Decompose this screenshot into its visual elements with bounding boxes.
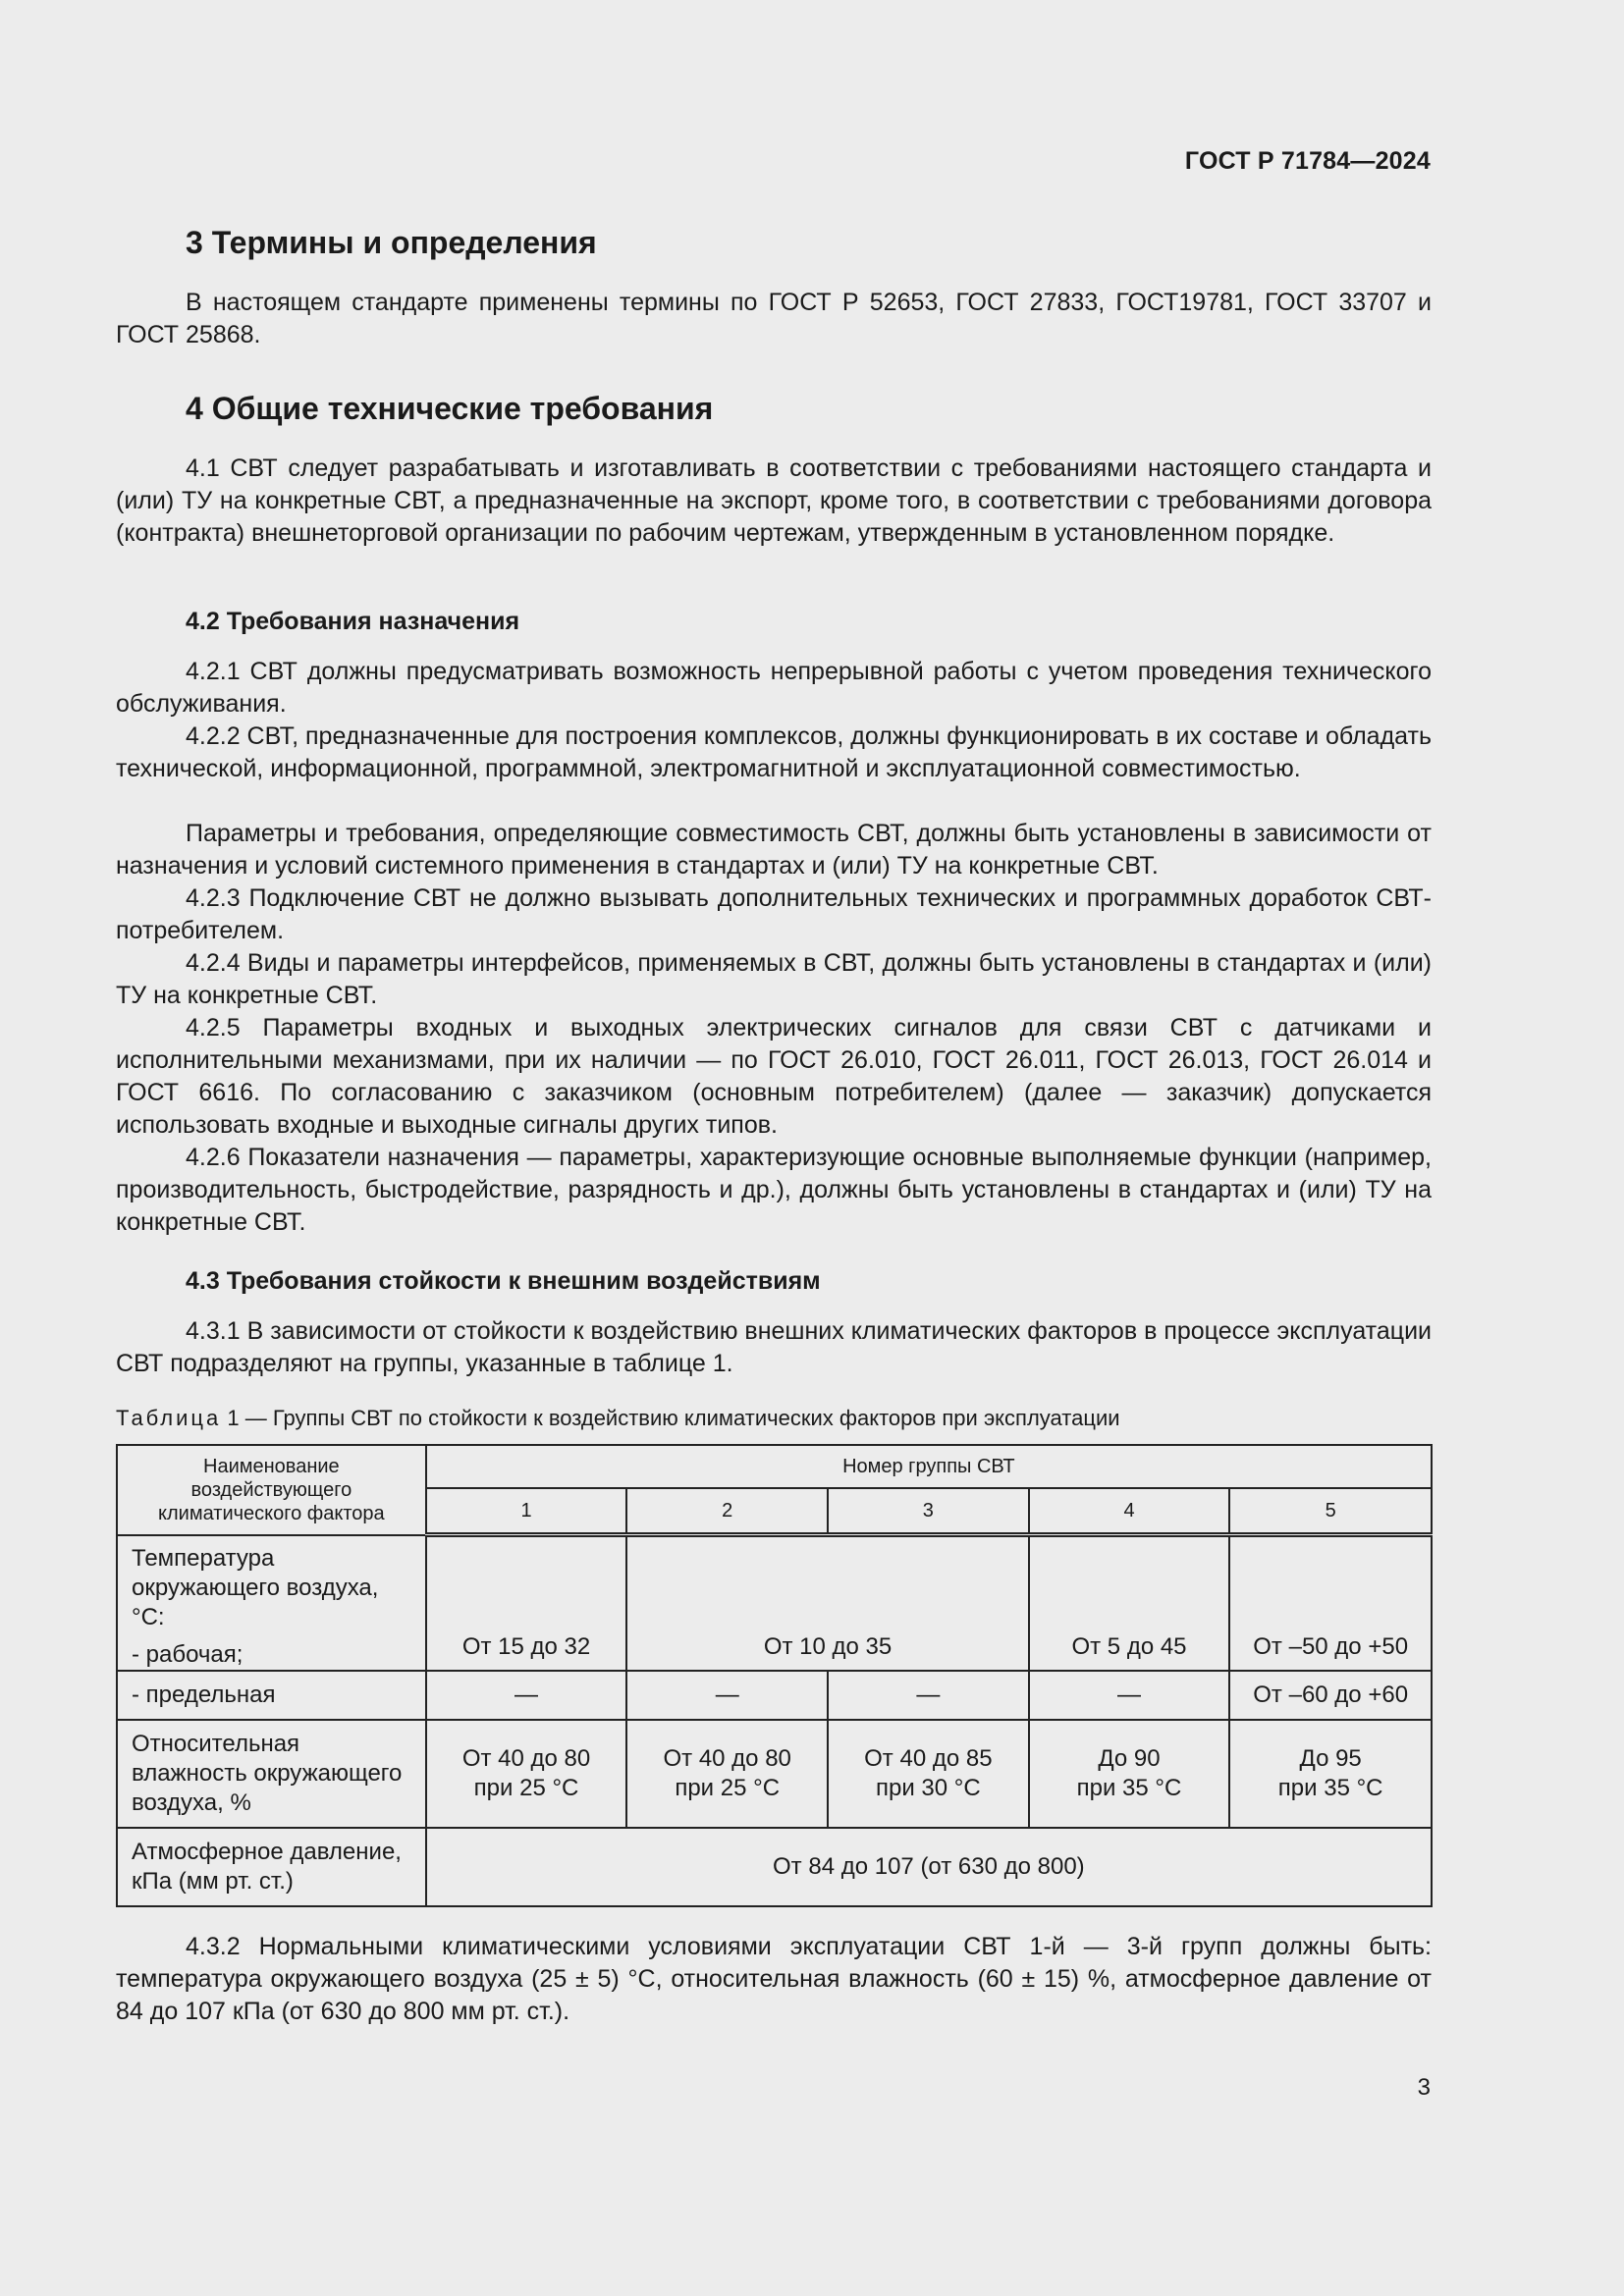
working-temp-group-5: От –50 до +50	[1229, 1535, 1432, 1671]
humidity-group-5-temp: при 35 °С	[1277, 1774, 1383, 1801]
group-number-2: 2	[626, 1488, 828, 1535]
limit-temp-group-2: —	[626, 1671, 828, 1720]
humidity-group-4	[1029, 1720, 1230, 1828]
humidity-group-4-range: До 90	[1098, 1744, 1161, 1772]
paragraph-4-2-6: 4.2.6 Показатели назначения — параметры, характеризующие основные выполняемые функции (например, производительность, быстродействие, разрядность и др.), должны быть установлены в стандартах и (или) ТУ на конкретные СВТ.	[116, 1144, 1432, 1236]
paragraph-4-1: 4.1 СВТ следует разрабатывать и изготавливать в соответствии с требованиями настоящего стандарта и (или) ТУ на конкретные СВТ, а предназначенные на экспорт, кроме того, в соответствии с требованиями договора (контракта) внешнеторговой организации по рабочим чертежам, утвержденным в установленном порядке.	[116, 454, 1432, 547]
humidity-group-5	[1229, 1720, 1432, 1828]
humidity-group-2-temp: при 25 °С	[675, 1774, 781, 1801]
group-number-3: 3	[828, 1488, 1029, 1535]
humidity-group-1	[426, 1720, 627, 1828]
subsection-4-3-title: 4.3 Требования стойкости к внешним воздействиям	[186, 1267, 821, 1295]
paragraph-4-2-5: 4.2.5 Параметры входных и выходных электрических сигналов для связи СВТ с датчиками и исполнительными механизмами, при их наличии — по ГОСТ 26.010, ГОСТ 26.011, ГОСТ 26.013, ГОСТ 26.014 и ГОСТ 6616. По согласованию с заказчиком (основным потребителем) (далее — заказчик) допускается использовать входные и выходные сигналы других типов.	[116, 1014, 1432, 1139]
document-code: ГОСТ Р 71784—2024	[1184, 147, 1431, 175]
humidity-group-4-temp: при 35 °С	[1076, 1774, 1182, 1801]
table-row	[117, 1535, 1432, 1671]
paragraph-4-2-1: 4.2.1 СВТ должны предусматривать возможность непрерывной работы с учетом проведения технического обслуживания.	[116, 658, 1432, 718]
humidity-group-3-temp: при 30 °С	[875, 1774, 981, 1801]
column-header-factor: Наименование воздействующего климатического фактора	[117, 1445, 426, 1535]
pressure-all-groups: От 84 до 107 (от 630 до 800)	[426, 1828, 1432, 1906]
table-caption-label: Таблица	[116, 1406, 222, 1430]
climate-groups-table	[116, 1444, 1433, 1907]
section-4-title: 4 Общие технические требования	[186, 391, 714, 426]
humidity-group-2	[626, 1720, 828, 1828]
limit-temp-group-1: —	[426, 1671, 627, 1720]
table-1-caption	[116, 1405, 1120, 1432]
humidity-label: Относительная влажность окружающего воздуха, %	[117, 1720, 426, 1828]
paragraph-4-2-3: 4.2.3 Подключение СВТ не должно вызывать дополнительных технических и программных доработок СВТ-потребителем.	[116, 884, 1432, 944]
humidity-group-5-range: До 95	[1299, 1744, 1362, 1772]
working-temp-group-2-3: От 10 до 35	[626, 1535, 1028, 1671]
table-caption-text: 1 — Группы СВТ по стойкости к воздействию климатических факторов при эксплуатации	[221, 1406, 1120, 1430]
humidity-group-1-range: От 40 до 80	[461, 1744, 591, 1772]
limit-temp-group-5: От –60 до +60	[1229, 1671, 1432, 1720]
limit-temp-group-3: —	[828, 1671, 1029, 1720]
group-number-4: 4	[1029, 1488, 1230, 1535]
column-header-group: Номер группы СВТ	[426, 1445, 1432, 1488]
working-temp-group-1: От 15 до 32	[426, 1535, 627, 1671]
paragraph-4-3-2: 4.3.2 Нормальными климатическими условиями эксплуатации СВТ 1-й — 3-й групп должны быть: температура окружающего воздуха (25 ± 5) °С, относительная влажность (60 ± 15) %, атмосферное давление от 84 до 107 кПа (от 630 до 800 мм рт. ст.).	[116, 1933, 1432, 2025]
paragraph-4-2-2: 4.2.2 СВТ, предназначенные для построения комплексов, должны функционировать в их составе и обладать технической, информационной, программной, электромагнитной и эксплуатационной совместимостью.	[116, 722, 1432, 782]
table-row	[117, 1720, 1432, 1828]
page-number: 3	[1417, 2074, 1431, 2101]
table-row	[117, 1828, 1432, 1906]
working-temp-label: - рабочая;	[132, 1640, 244, 1668]
paragraph-4-2-2-compat: Параметры и требования, определяющие совместимость СВТ, должны быть установлены в зависимости от назначения и условий системного применения в стандартах и (или) ТУ на конкретные СВТ.	[116, 820, 1432, 880]
pressure-label: Атмосферное давление, кПа (мм рт. ст.)	[117, 1828, 426, 1906]
temperature-label: Температура окружающего воздуха, °С:	[132, 1544, 379, 1630]
group-number-1: 1	[426, 1488, 627, 1535]
humidity-group-2-range: От 40 до 80	[663, 1744, 791, 1772]
section-3-text: В настоящем стандарте применены термины по ГОСТ Р 52653, ГОСТ 27833, ГОСТ19781, ГОСТ 33707 и ГОСТ 25868.	[116, 289, 1432, 348]
limit-temp-label: - предельная	[117, 1671, 426, 1720]
temperature-label-cell	[117, 1535, 426, 1671]
subsection-4-2-title: 4.2 Требования назначения	[186, 608, 520, 635]
humidity-group-1-temp: при 25 °С	[473, 1774, 579, 1801]
humidity-group-3-range: От 40 до 85	[864, 1744, 993, 1772]
paragraph-4-2-4: 4.2.4 Виды и параметры интерфейсов, применяемых в СВТ, должны быть установлены в стандартах и (или) ТУ на конкретные СВТ.	[116, 949, 1432, 1009]
group-number-5: 5	[1229, 1488, 1432, 1535]
table-row	[117, 1671, 1432, 1720]
humidity-group-3	[828, 1720, 1029, 1828]
section-3-title: 3 Термины и определения	[186, 225, 597, 260]
limit-temp-group-4: —	[1029, 1671, 1230, 1720]
paragraph-4-3-1: 4.3.1 В зависимости от стойкости к воздействию внешних климатических факторов в процессе эксплуатации СВТ подразделяют на группы, указанные в таблице 1.	[116, 1317, 1432, 1377]
working-temp-group-4: От 5 до 45	[1029, 1535, 1230, 1671]
